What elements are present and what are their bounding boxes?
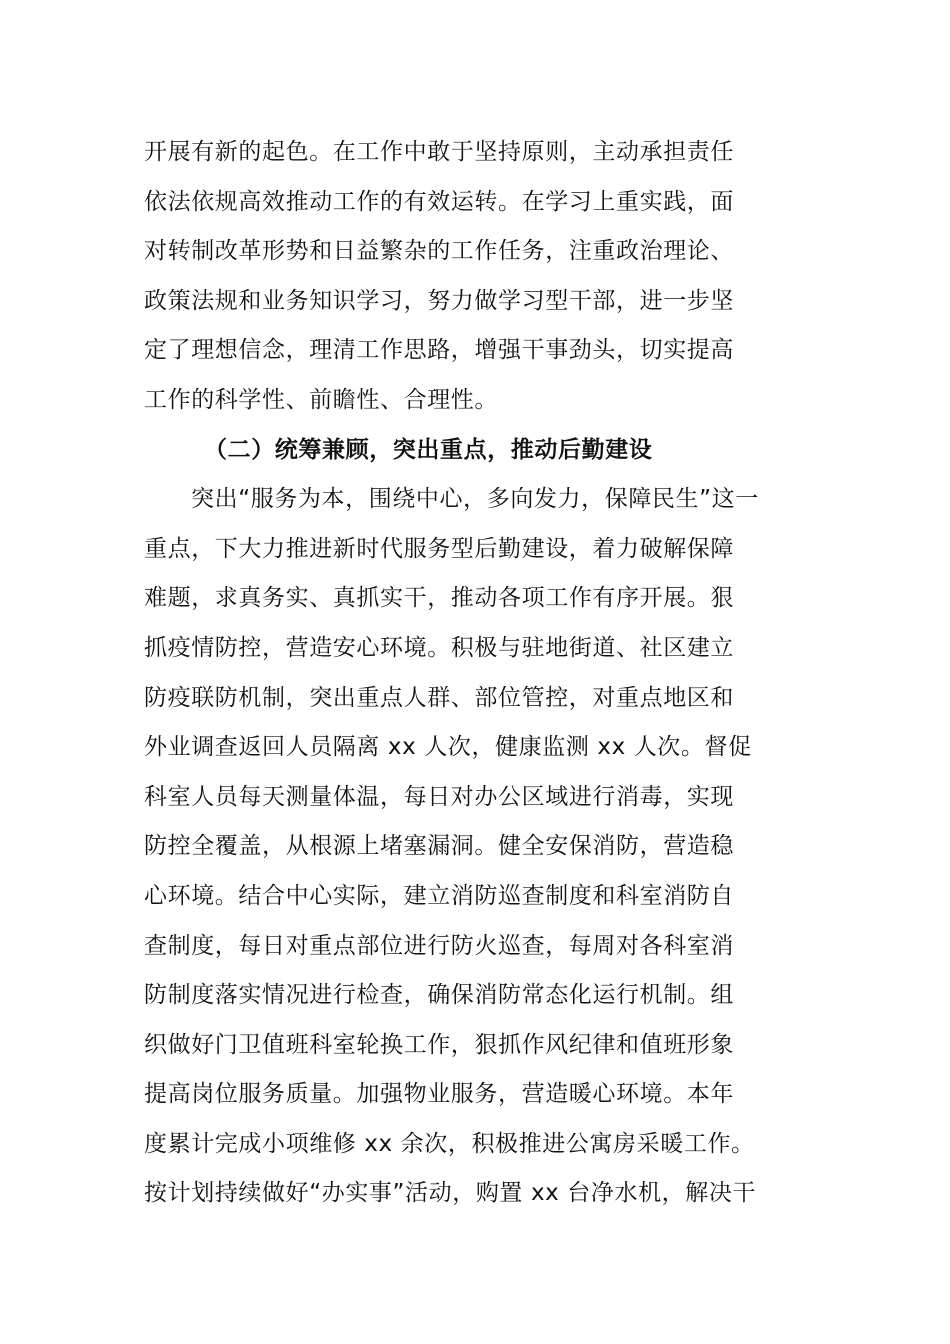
text-line: 查制度，每日对重点部位进行防火巡查，每周对各科室消 xyxy=(144,932,734,959)
text-line: 对转制改革形势和日益繁杂的工作任务，注重政治理论、 xyxy=(144,238,734,265)
section-heading: （二）统筹兼顾，突出重点，推动后勤建设 xyxy=(204,436,653,463)
text-line: 提高岗位服务质量。加强物业服务，营造暖心环境。本年 xyxy=(144,1081,734,1108)
text-line: 依法依规高效推动工作的有效运转。在学习上重实践，面 xyxy=(144,188,734,215)
text-line: 防疫联防机制，突出重点人群、部位管控，对重点地区和 xyxy=(144,684,734,711)
text-line: 重点，下大力推进新时代服务型后勤建设，着力破解保障 xyxy=(144,535,734,562)
text-line: 心环境。结合中心实际，建立消防巡查制度和科室消防自 xyxy=(144,882,734,909)
text-line: 定了理想信念，理清工作思路，增强干事劲头，切实提高 xyxy=(144,337,734,364)
text-line: 按计划持续做好“办实事”活动，购置 xx 台净水机，解决干 xyxy=(144,1180,757,1207)
text-line: 难题，求真务实、真抓实干，推动各项工作有序开展。狠 xyxy=(144,585,734,612)
document-body xyxy=(144,128,808,1219)
text-line: 抓疫情防控，营造安心环境。积极与驻地街道、社区建立 xyxy=(144,634,734,661)
text-line: 开展有新的起色。在工作中敢于坚持原则，主动承担责任 xyxy=(144,139,734,165)
text-line: 防控全覆盖，从根源上堵塞漏洞。健全安保消防，营造稳 xyxy=(144,833,734,860)
text-line: 织做好门卫值班科室轮换工作，狠抓作风纪律和值班形象 xyxy=(144,1031,734,1058)
text-line: 防制度落实情况进行检查，确保消防常态化运行机制。组 xyxy=(144,982,734,1009)
paragraph-first-line: 突出“服务为本，围绕中心，多向发力，保障民生”这一 xyxy=(191,486,759,513)
text-line: 外业调查返回人员隔离 xx 人次，健康监测 xx 人次。督促 xyxy=(144,734,752,761)
text-line: 科室人员每天测量体温，每日对办公区域进行消毒，实现 xyxy=(144,783,734,810)
text-line: 度累计完成小项维修 xx 余次，积极推进公寓房采暖工作。 xyxy=(144,1130,755,1157)
text-line: 政策法规和业务知识学习，努力做学习型干部，进一步坚 xyxy=(144,287,734,314)
text-line: 工作的科学性、前瞻性、合理性。 xyxy=(144,386,498,413)
